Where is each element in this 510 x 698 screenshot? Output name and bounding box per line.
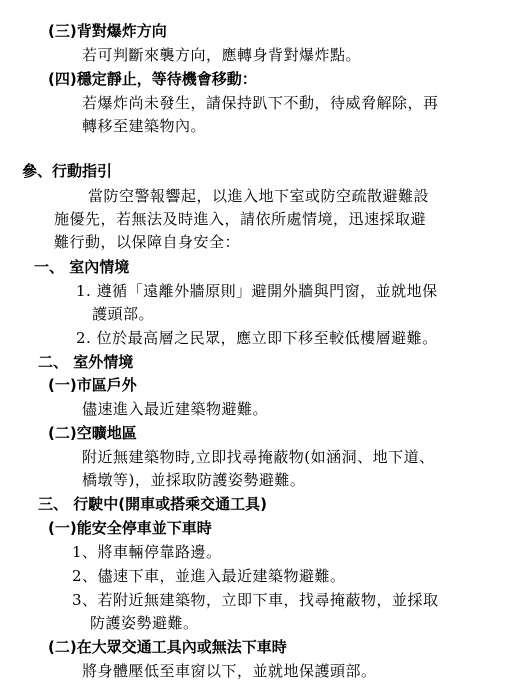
can-stop-item2: 2、儘速下車，並進入最近建築物避難。 — [72, 567, 346, 585]
open-area-body-line2: 橋墩等)，並採取防護姿勢避難。 — [82, 471, 306, 489]
intro-line1: 當防空警報響起，以進入地下室或防空疏散避難設 — [88, 187, 430, 205]
indoor-item1-line1: 1. 遵循「遠離外牆原則」避開外牆與門窗，並就地保 — [76, 282, 438, 300]
indoor-item1-line2: 護頭部。 — [92, 305, 155, 323]
section-title-action-guide: 參、行動指引 — [22, 162, 113, 180]
paragraph-face-away: 若可判斷來襲方向，應轉身背對爆炸點。 — [82, 46, 362, 64]
can-stop-item1: 1、將車輛停靠路邊。 — [72, 543, 222, 561]
can-stop-item3-line2: 防護姿勢避難。 — [90, 614, 199, 632]
heading-public-transport: (二)在大眾交通工具內或無法下車時 — [48, 638, 287, 656]
heading-open-area: (二)空曠地區 — [48, 424, 137, 442]
subsection-title-indoor: 一、 室內情境 — [34, 258, 130, 276]
heading-stay-still: (四)穩定靜止，等待機會移動： — [48, 70, 257, 88]
heading-can-stop: (一)能安全停車並下車時 — [48, 519, 212, 537]
heading-face-away: (三)背對爆炸方向 — [48, 22, 167, 40]
subsection-title-outdoor: 二、 室外情境 — [38, 353, 134, 371]
paragraph-stay-still-line1: 若爆炸尚未發生，請保持趴下不動，待威脅解除，再 — [82, 94, 439, 112]
intro-line3: 難行動，以保障自身安全： — [54, 233, 241, 251]
can-stop-item3-line1: 3、若附近無建築物，立即下車，找尋掩蔽物，並採取 — [72, 591, 439, 609]
public-transport-body: 將身體壓低至車窗以下，並就地保護頭部。 — [82, 662, 377, 680]
indoor-item2: 2. 位於最高層之民眾，應立即下移至較低樓層避難。 — [76, 329, 438, 347]
intro-line2: 施優先，若無法及時進入，請依所處情境，迅速採取避 — [54, 210, 427, 228]
paragraph-stay-still-line2: 轉移至建築物內。 — [82, 117, 207, 135]
open-area-body-line1: 附近無建築物時,立即找尋掩蔽物(如涵洞、地下道、 — [82, 448, 435, 466]
heading-urban-outdoor: (一)市區戶外 — [48, 376, 137, 394]
subsection-title-driving: 三、 行駛中(開車或搭乘交通工具) — [38, 495, 267, 513]
urban-outdoor-body: 儘速進入最近建築物避難。 — [82, 400, 269, 418]
